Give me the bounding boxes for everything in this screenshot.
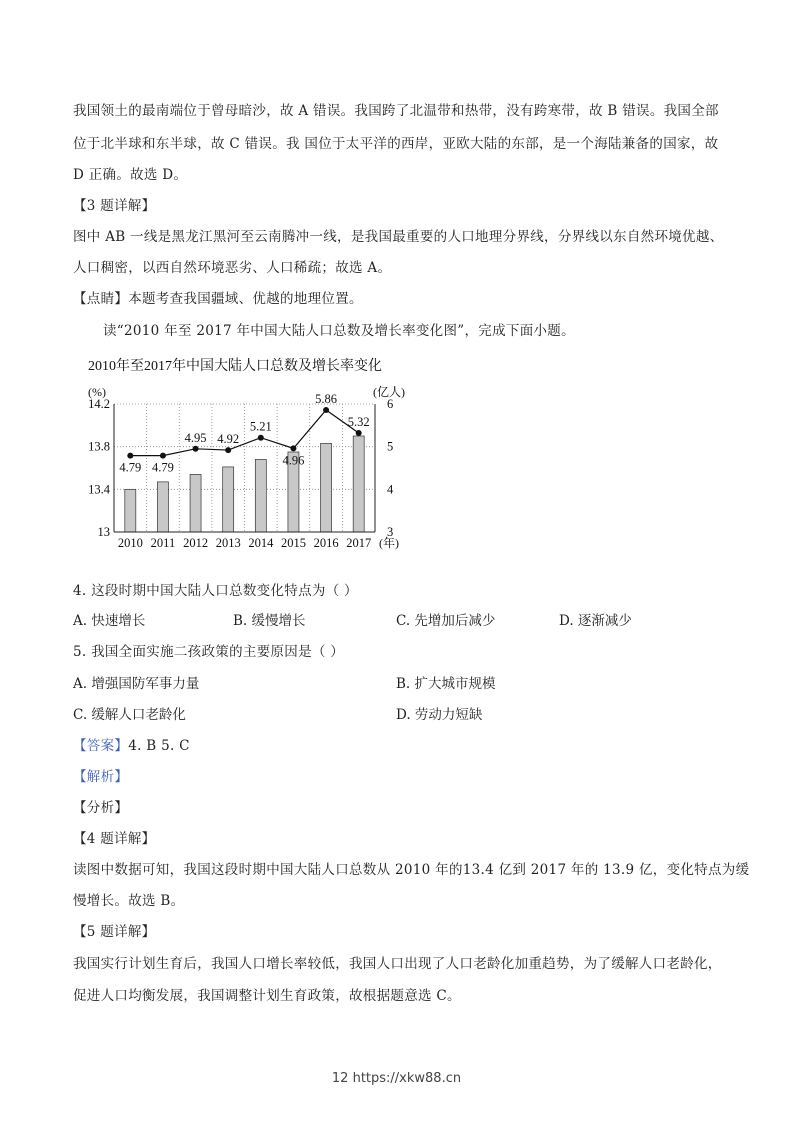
x-tick-label: 2010 [117,536,143,550]
growth-data-label: 4.96 [282,453,305,468]
left-tick-label: 13.8 [88,439,110,454]
section-heading: 【3 题详解】 [73,198,156,214]
paragraph-line: 图中 AB 一线是黑龙江黑河至云南腾冲一线，是我国最重要的人口地理分界线，分界线以东自然环境优越、 [73,229,724,245]
left-axis-unit: (%) [88,385,106,399]
paragraph-line: 我国领土的最南端位于曾母暗沙，故 A 错误。我国跨了北温带和热带，没有跨寒带，故 B 错误。我国全部 [73,103,719,119]
question-5: 5. 我国全面实施二孩政策的主要原因是（ ） [73,644,345,660]
question-4: 4. 这段时期中国大陆人口总数变化特点为（ ） [73,583,358,599]
right-axis-unit: (亿人) [373,385,405,399]
growth-data-label: 5.21 [249,419,272,434]
growth-point [225,447,231,453]
paragraph-line: 人口稠密，以西自然环境恶劣、人口稀疏；故选 A。 [73,260,392,276]
q5-option-c[interactable]: C. 缓解人口老龄化 [73,707,186,723]
q4-option-c[interactable]: C. 先增加后减少 [396,613,496,629]
fenxi-heading: 【分析】 [73,800,129,816]
population-bar [190,474,201,532]
section-heading: 【5 题详解】 [73,924,156,940]
intro-text: 读“2010 年至 2017 年中国大陆人口总数及增长率变化图”，完成下面小题。 [103,323,575,339]
growth-point [290,445,296,451]
x-tick-label: 2015 [280,536,306,550]
q5-option-d[interactable]: D. 劳动力短缺 [396,707,483,723]
population-bars [125,436,364,532]
answer-text: 4. B 5. C [128,738,190,754]
x-tick-label: 2014 [248,536,274,550]
population-bar [223,467,234,532]
growth-data-label: 4.79 [152,460,174,475]
paragraph-line: 我国实行计划生育后，我国人口增长率较低，我国人口出现了人口老龄化加重趋势，为了缓解人口老龄化， [73,956,722,972]
q4-option-a[interactable]: A. 快速增长 [73,613,146,629]
left-tick-label: 13.4 [88,482,110,497]
population-bar [353,436,364,532]
x-tick-label: 2017 [346,536,372,550]
growth-point [356,430,362,436]
right-tick-label: 3 [387,525,394,539]
page-footer: 12 https://xkw88.cn [331,1071,462,1086]
growth-point [193,446,199,452]
x-tick-label: 2013 [215,536,241,550]
answer-label: 【答案】 [73,738,129,754]
growth-data-label: 5.86 [315,391,337,406]
population-bar [157,482,168,532]
population-chart [70,352,430,552]
dianjing-note: 【点睛】本题考查我国疆域、优越的地理位置。 [73,291,363,307]
x-tick-label: 2011 [150,536,176,550]
q5-option-a[interactable]: A. 增强国防军事力量 [73,676,200,692]
growth-data-label: 4.95 [184,430,207,445]
jiexi-heading: 【解析】 [73,769,129,785]
x-tick-label: 2012 [183,536,209,550]
paragraph-line: 促进人口均衡发展，我国调整计划生育政策，故根据题意选 C。 [73,988,461,1004]
q4-option-d[interactable]: D. 逐渐减少 [559,613,632,629]
answer-line [73,737,723,755]
q5-option-b[interactable]: B. 扩大城市规模 [396,676,496,692]
growth-data-label: 4.79 [119,460,142,475]
left-tick-label: 13 [97,525,110,539]
q4-option-b[interactable]: B. 缓慢增长 [233,613,306,629]
section-heading: 【4 题详解】 [73,831,156,847]
right-tick-label: 6 [387,397,394,411]
paragraph-line: 位于北半球和东半球，故 C 错误。我 国位于太平洋的西岸，亚欧大陆的东部，是一个海陆兼备的国家，故 [73,136,719,152]
growth-data-label: 4.92 [217,432,240,447]
paragraph-line: D 正确。故选 D。 [73,167,188,183]
population-bar [255,459,266,532]
growth-point [323,407,329,413]
chart-title: 2010年至2017年中国大陆人口总数及增长率变化 [88,359,382,374]
paragraph-line: 读图中数据可知，我国这段时期中国大陆人口总数从 2010 年的13.4 亿到 2017 年的 13.9 亿，变化特点为缓 [73,862,750,878]
left-tick-label: 14.2 [88,397,110,411]
population-bar [125,489,136,532]
right-tick-label: 5 [387,439,394,454]
paragraph-line: 慢增长。故选 B。 [73,893,185,909]
growth-point [160,453,166,459]
growth-point [127,453,133,459]
growth-point [258,435,264,441]
right-tick-label: 4 [387,482,394,497]
x-axis-unit: (年) [379,536,399,550]
growth-data-label: 5.32 [347,415,370,430]
population-bar [321,443,332,532]
x-tick-label: 2016 [313,536,339,550]
